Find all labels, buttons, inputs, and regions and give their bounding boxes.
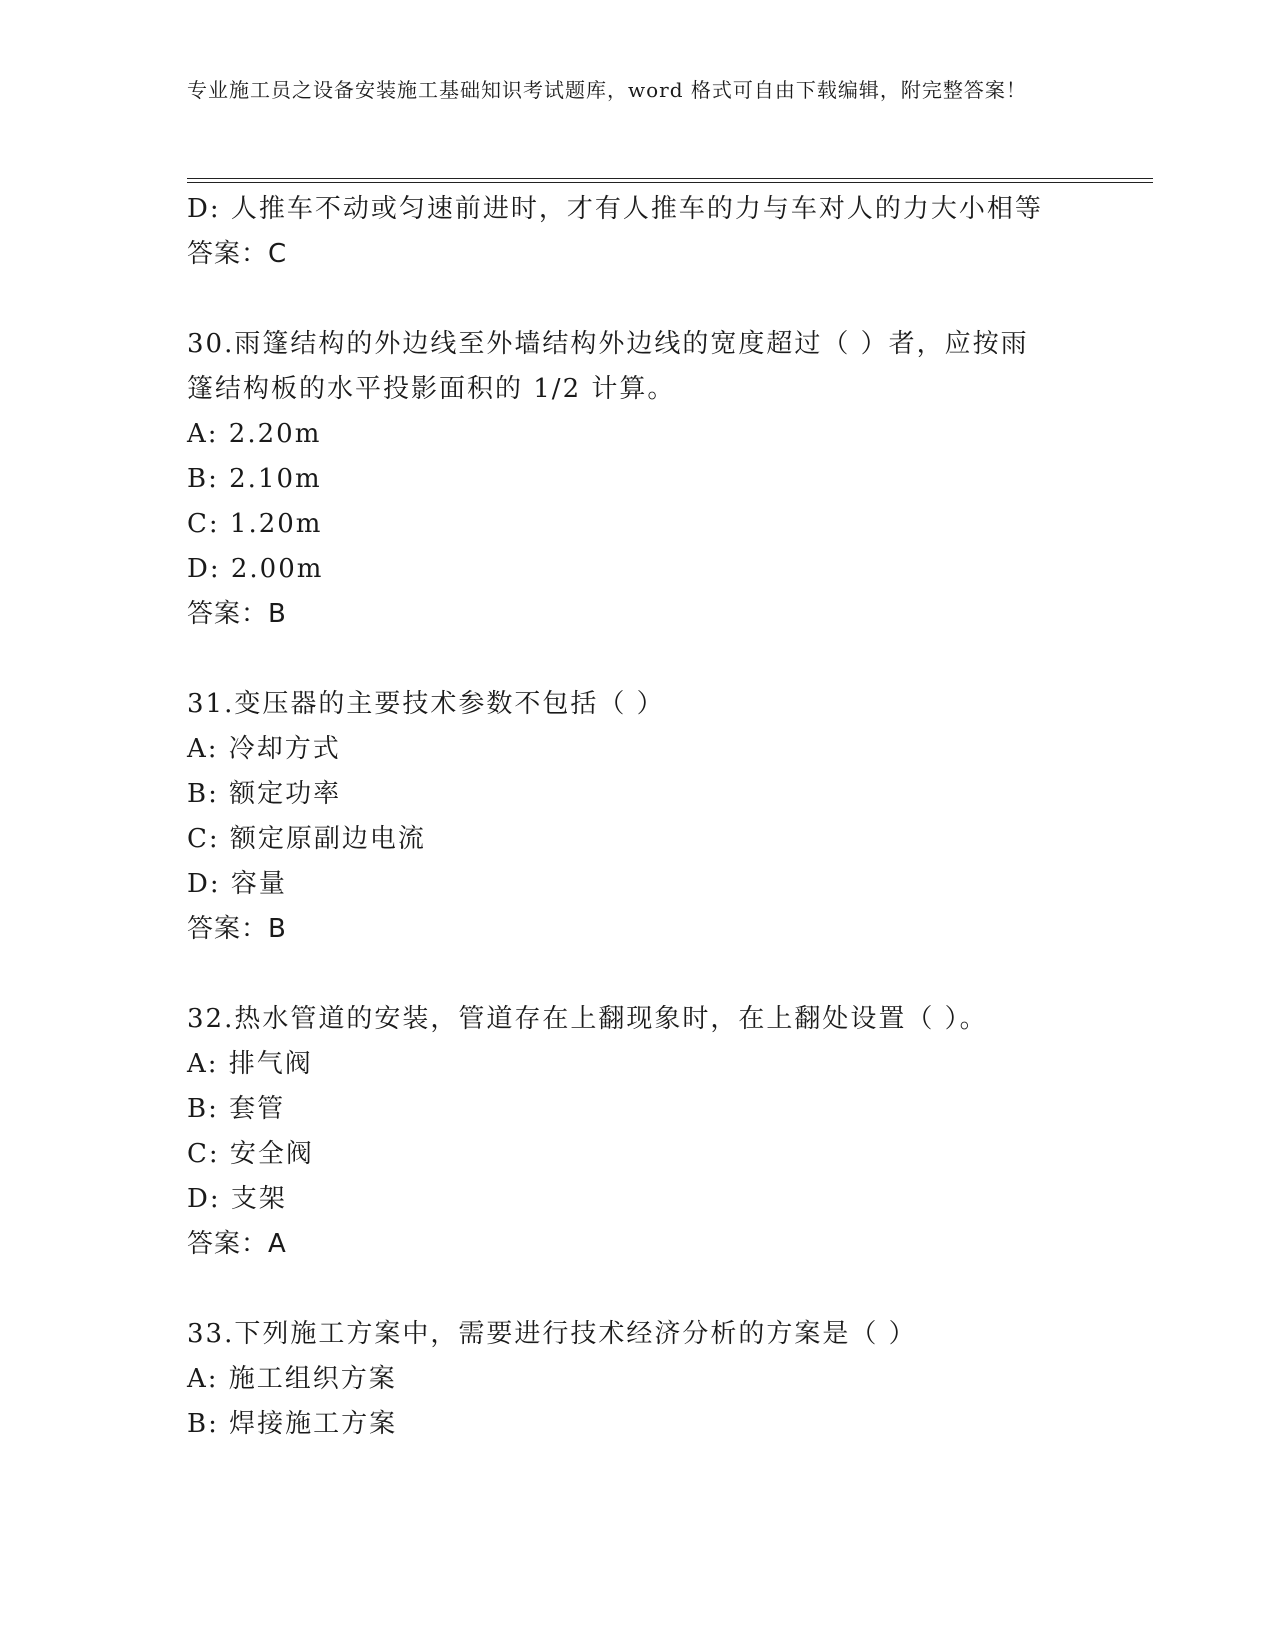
question-31-option-b: B: 额定功率 — [187, 779, 342, 809]
question-32-option-b: B: 套管 — [187, 1094, 286, 1124]
question-31-option-d: D: 容量 — [187, 869, 287, 899]
question-32-option-d: D: 支架 — [187, 1184, 287, 1214]
question-30-option-b: B: 2.10m — [187, 464, 322, 494]
header-divider-top — [187, 178, 1153, 179]
question-33-stem: 33.下列施工方案中，需要进行技术经济分析的方案是（ ） — [187, 1319, 917, 1349]
question-30-option-c: C: 1.20m — [187, 509, 323, 539]
question-33-option-a: A: 施工组织方案 — [187, 1364, 397, 1394]
question-30-answer: 答案：B — [187, 599, 287, 629]
question-33-option-b: B: 焊接施工方案 — [187, 1409, 398, 1439]
question-32-option-a: A: 排气阀 — [187, 1049, 313, 1079]
question-32-answer: 答案：A — [187, 1229, 287, 1259]
question-32-option-c: C: 安全阀 — [187, 1139, 314, 1169]
question-32-stem: 32.热水管道的安装，管道存在上翻现象时，在上翻处设置（ ）。 — [187, 1004, 988, 1034]
question-30-stem-line1: 30.雨篷结构的外边线至外墙结构外边线的宽度超过（ ）者，应按雨 — [187, 329, 1029, 359]
question-31-stem: 31.变压器的主要技术参数不包括（ ） — [187, 689, 665, 719]
question-30-option-d: D: 2.00m — [187, 554, 324, 584]
question-31-answer: 答案：B — [187, 914, 287, 944]
prev-answer: 答案：C — [187, 239, 288, 269]
prev-option-d: D: 人推车不动或匀速前进时，才有人推车的力与车对人的力大小相等 — [187, 194, 1043, 224]
question-31-option-c: C: 额定原副边电流 — [187, 824, 426, 854]
question-30-option-a: A: 2.20m — [187, 419, 322, 449]
question-30-stem-line2: 篷结构板的水平投影面积的 1/2 计算。 — [187, 374, 676, 404]
question-31-option-a: A: 冷却方式 — [187, 734, 341, 764]
header-divider-bottom — [187, 182, 1153, 183]
document-header: 专业施工员之设备安装施工基础知识考试题库，word 格式可自由下载编辑，附完整答案！ — [187, 78, 1027, 102]
